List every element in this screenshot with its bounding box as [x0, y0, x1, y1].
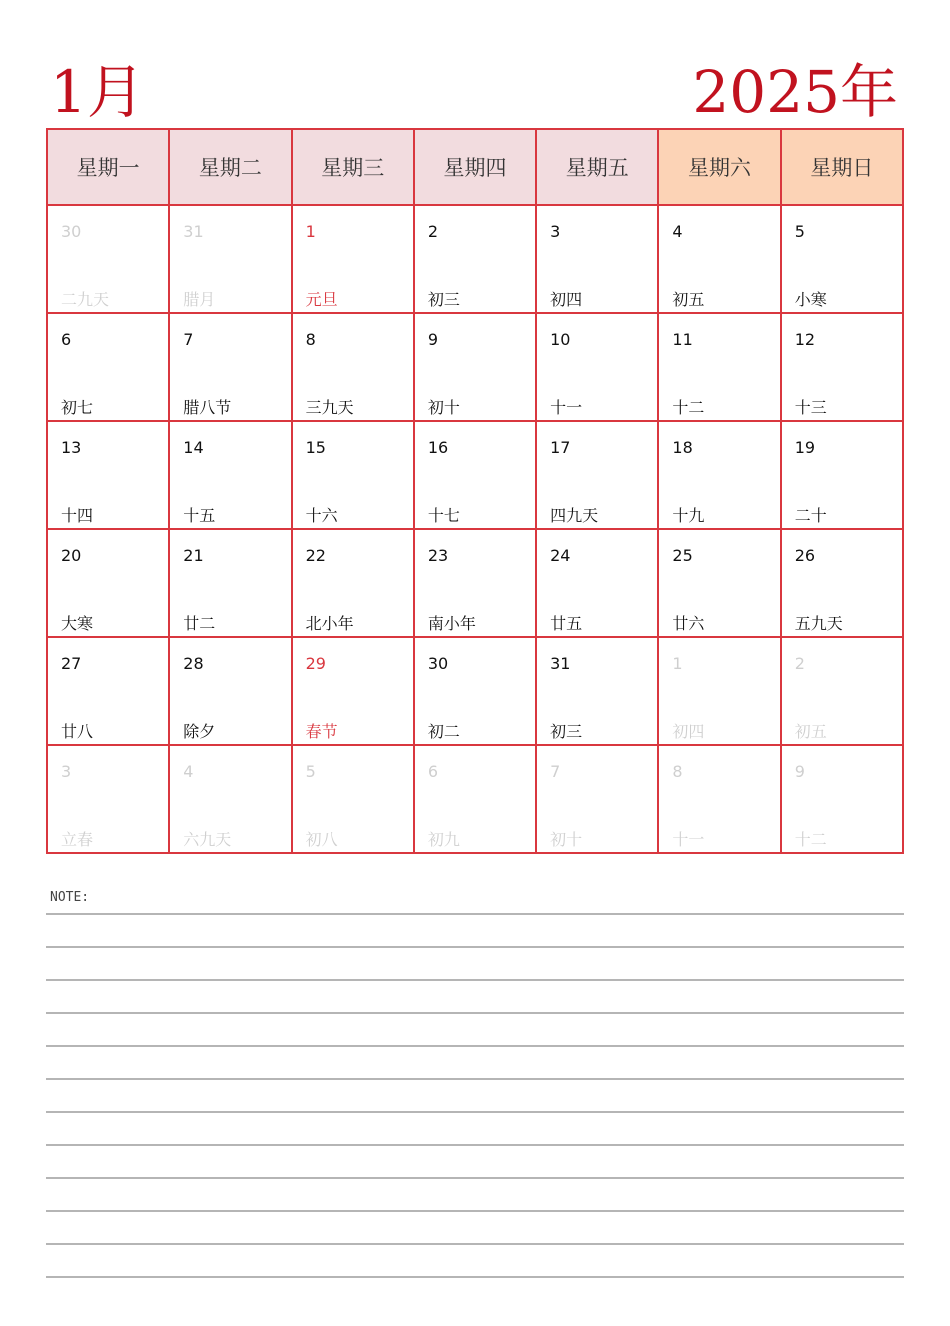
week-row — [47, 205, 903, 313]
year-title: 2025年 — [692, 58, 898, 126]
weekday-header-row — [47, 129, 903, 205]
lunar-label: 腊月 — [183, 290, 216, 309]
day-cell[interactable] — [781, 421, 903, 529]
day-cell[interactable] — [781, 637, 903, 745]
day-number: 21 — [183, 546, 204, 565]
lunar-label: 十四 — [61, 506, 94, 525]
day-number: 31 — [183, 222, 204, 241]
day-cell[interactable] — [658, 637, 780, 745]
day-number: 5 — [794, 222, 805, 241]
day-cell[interactable] — [169, 205, 291, 313]
lunar-label: 初十 — [550, 830, 583, 849]
note-line — [46, 946, 904, 948]
day-cell[interactable] — [292, 745, 414, 853]
lunar-label: 南小年 — [427, 614, 476, 633]
day-number: 13 — [61, 438, 82, 457]
weekday-header-wed: 星期三 — [292, 129, 414, 205]
lunar-label: 十九 — [672, 506, 705, 525]
lunar-label: 廿六 — [672, 614, 705, 633]
weekday-header-fri: 星期五 — [536, 129, 658, 205]
weekday-header-thu: 星期四 — [414, 129, 536, 205]
lunar-label: 十二 — [672, 398, 705, 417]
day-number: 7 — [550, 762, 561, 781]
note-line — [46, 913, 904, 915]
weekday-header-tue: 星期二 — [169, 129, 291, 205]
week-row — [47, 421, 903, 529]
lunar-label: 十七 — [427, 506, 460, 525]
lunar-label: 十五 — [183, 506, 216, 525]
day-cell[interactable] — [781, 529, 903, 637]
weekday-header-mon: 星期一 — [47, 129, 169, 205]
day-number: 2 — [794, 654, 805, 673]
day-cell[interactable] — [169, 313, 291, 421]
day-cell[interactable] — [169, 637, 291, 745]
day-number: 20 — [61, 546, 82, 565]
note-line — [46, 1144, 904, 1146]
lunar-label: 初七 — [61, 398, 94, 417]
day-number: 12 — [794, 330, 816, 349]
lunar-label: 廿二 — [183, 614, 216, 633]
day-number: 5 — [305, 762, 316, 781]
note-line — [46, 1078, 904, 1080]
day-number: 25 — [672, 546, 693, 565]
day-number: 26 — [794, 546, 816, 565]
day-cell[interactable] — [414, 421, 536, 529]
day-cell[interactable] — [414, 529, 536, 637]
lunar-label: 十二 — [794, 830, 827, 849]
day-cell[interactable] — [658, 745, 780, 853]
lunar-label: 十六 — [305, 506, 338, 525]
lunar-label: 初八 — [305, 830, 338, 849]
note-label: NOTE: — [50, 890, 90, 905]
lunar-label: 四九天 — [550, 506, 599, 525]
day-cell[interactable] — [292, 421, 414, 529]
day-cell[interactable] — [658, 205, 780, 313]
day-cell[interactable] — [414, 205, 536, 313]
day-number: 17 — [550, 438, 571, 457]
day-number: 24 — [550, 546, 571, 565]
lunar-label: 初四 — [550, 290, 583, 309]
lunar-label: 腊八节 — [183, 398, 232, 417]
day-cell[interactable] — [536, 421, 658, 529]
note-line — [46, 1243, 904, 1245]
lunar-label: 十一 — [672, 830, 705, 849]
day-cell[interactable] — [536, 745, 658, 853]
day-cell[interactable] — [414, 313, 536, 421]
lunar-label: 初五 — [672, 290, 705, 309]
day-number: 8 — [672, 762, 683, 781]
day-cell[interactable] — [169, 421, 291, 529]
lunar-label: 廿五 — [550, 614, 583, 633]
day-number: 18 — [672, 438, 693, 457]
lunar-label: 初四 — [672, 722, 705, 741]
note-line — [46, 1210, 904, 1212]
day-cell[interactable] — [781, 313, 903, 421]
day-cell[interactable] — [47, 637, 169, 745]
lunar-label: 六九天 — [183, 830, 232, 849]
weekday-header-sun: 星期日 — [781, 129, 903, 205]
day-cell[interactable] — [658, 421, 780, 529]
lunar-label: 除夕 — [183, 722, 216, 741]
lunar-label: 廿八 — [61, 722, 94, 741]
note-line — [46, 1276, 904, 1278]
lunar-label: 初二 — [427, 722, 460, 741]
week-row — [47, 529, 903, 637]
day-cell[interactable] — [47, 205, 169, 313]
day-number: 10 — [550, 330, 571, 349]
lunar-label: 三九天 — [305, 398, 354, 417]
day-cell[interactable] — [47, 529, 169, 637]
day-cell[interactable] — [781, 745, 903, 853]
day-number: 11 — [672, 330, 693, 349]
day-cell[interactable] — [47, 745, 169, 853]
calendar-grid — [46, 128, 904, 854]
day-number: 8 — [305, 330, 316, 349]
day-number: 1 — [305, 222, 316, 241]
note-line — [46, 1177, 904, 1179]
day-number: 3 — [550, 222, 561, 241]
lunar-label: 二九天 — [61, 290, 110, 309]
day-cell[interactable] — [658, 313, 780, 421]
day-number: 30 — [61, 222, 82, 241]
day-cell[interactable] — [292, 637, 414, 745]
day-cell[interactable] — [292, 529, 414, 637]
day-cell[interactable] — [536, 637, 658, 745]
note-line — [46, 1045, 904, 1047]
day-number: 9 — [427, 330, 439, 349]
day-number: 31 — [550, 654, 571, 673]
week-row — [47, 313, 903, 421]
day-number: 2 — [427, 222, 439, 241]
day-number: 16 — [427, 438, 449, 457]
day-number: 15 — [305, 438, 326, 457]
lunar-label: 元旦 — [305, 290, 338, 309]
day-number: 22 — [305, 546, 326, 565]
lunar-label: 初三 — [427, 290, 460, 309]
lunar-label: 二十 — [794, 506, 827, 525]
note-line — [46, 979, 904, 981]
day-number: 30 — [427, 654, 449, 673]
day-cell[interactable] — [292, 313, 414, 421]
day-number: 4 — [183, 762, 194, 781]
lunar-label: 大寒 — [61, 614, 94, 633]
day-cell[interactable] — [536, 205, 658, 313]
lunar-label: 小寒 — [794, 290, 827, 309]
lunar-label: 春节 — [305, 722, 338, 741]
lunar-label: 五九天 — [794, 614, 843, 633]
day-number: 23 — [427, 546, 449, 565]
note-line — [46, 1012, 904, 1014]
day-number: 4 — [672, 222, 683, 241]
lunar-label: 北小年 — [305, 614, 354, 633]
day-number: 29 — [305, 654, 326, 673]
month-title: 1月 — [50, 58, 145, 126]
note-line — [46, 1111, 904, 1113]
day-cell[interactable] — [414, 637, 536, 745]
day-number: 3 — [61, 762, 72, 781]
weekday-header-sat: 星期六 — [658, 129, 780, 205]
day-cell[interactable] — [414, 745, 536, 853]
day-number: 27 — [61, 654, 82, 673]
lunar-label: 十三 — [794, 398, 827, 417]
day-number: 19 — [794, 438, 816, 457]
day-number: 6 — [427, 762, 439, 781]
day-cell[interactable] — [169, 529, 291, 637]
day-cell[interactable] — [47, 421, 169, 529]
week-row — [47, 745, 903, 853]
day-number: 14 — [183, 438, 204, 457]
week-row — [47, 637, 903, 745]
lunar-label: 十一 — [550, 398, 583, 417]
day-cell[interactable] — [658, 529, 780, 637]
lunar-label: 初五 — [794, 722, 827, 741]
day-number: 1 — [672, 654, 683, 673]
day-cell[interactable] — [781, 205, 903, 313]
day-cell[interactable] — [536, 313, 658, 421]
day-cell[interactable] — [536, 529, 658, 637]
day-cell[interactable] — [292, 205, 414, 313]
lunar-label: 初十 — [427, 398, 460, 417]
day-number: 7 — [183, 330, 194, 349]
day-cell[interactable] — [47, 313, 169, 421]
day-number: 6 — [61, 330, 72, 349]
day-number: 9 — [794, 762, 805, 781]
lunar-label: 初三 — [550, 722, 583, 741]
lunar-label: 立春 — [61, 830, 94, 849]
day-cell[interactable] — [169, 745, 291, 853]
day-number: 28 — [183, 654, 204, 673]
lunar-label: 初九 — [427, 830, 460, 849]
